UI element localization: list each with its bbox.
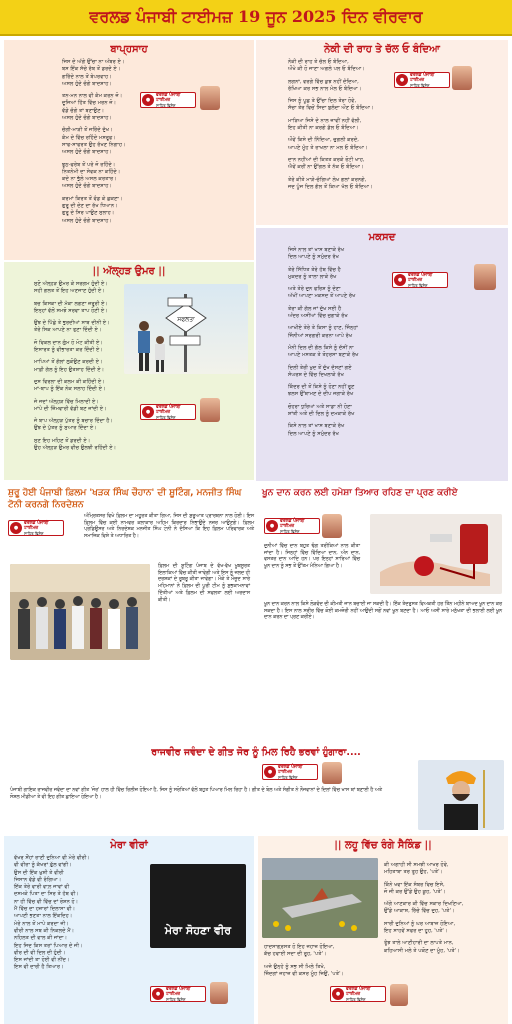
poem-line: ਝਲਸ ਉੱਥਾਮਣ ਦੇ ਦੀਪ ਜਗਾਕੇ ਰੱਖ xyxy=(288,391,354,398)
poem-mera-panel xyxy=(4,836,254,1024)
poem-line: ਮਹਿਤਾਬਾ ਤਰ ਤੂਹ ਉਹ, 'ਪਤੇ'। xyxy=(384,869,444,876)
poem-line: ਇਹ ਜਿਦ ਕਿਸ ਤਰਾਂ ਪਿਆਰ ਦੇ ਜੀ। xyxy=(14,942,83,949)
poem-body xyxy=(384,862,504,960)
poem-line: ਦੂਜਿਆਂ ਹਿੱਤ ਵਿੱਚ ਮਰਨ ਜੋ। xyxy=(62,100,117,107)
poem-line: ਵੀ ਵੀਰਾ ਨੂੰ ਕੱਖਰਾਂ ਫ਼ੁੱਲ ਵਾਂਗੀ। xyxy=(14,862,72,869)
article-headline: ਰਾਜਵੀਰ ਜਵੰਦਾ ਦੇ ਗੀਤ ਜੋਰ ਨੂੰ ਮਿਲ ਰਿਹੈ ਭਰਵਾਂ ਹੁੰਗਾਰਾ.... xyxy=(151,747,361,758)
poem-line: ਅੱਖੀਂ ਆਪਣਾ ਮਕਸਦ ਤੋਂ ਆਪਣੇ ਰੱਖ xyxy=(288,293,356,300)
poem-line: ਇੱਕ ਤੇਰੇ ਵਾਰੀ ਵਾਲ਼ ਜਾਵਾਂ ਵੀ xyxy=(14,884,70,891)
poem-line: ਮਾਪਿਆਂ ਤੋਂ ਗੱਲਾਂ ਲੁਕੋਉਣ ਕਰਦੀ ਏ। xyxy=(34,359,103,366)
poem-line: ਮੈਂ ਵਿੱਚ ਦਾ ਹਜ਼ਾਰਾਂ ਦਿਲਾਸਾ ਵੀ। xyxy=(14,906,76,913)
blood-donation-photo xyxy=(370,514,502,594)
poem-line: ਵੀਰ ਦੀ ਵੀ ਦਿਲ ਦੀ ਹੁੰਦੀ। xyxy=(14,949,66,956)
brand-logo-icon: ● xyxy=(394,274,406,286)
poem-line: ਮਾੜਿਆ ਜਿਸੇ ਦੇ ਨਾਲ ਜਾਵੀਂ ਨਹੀਂ ਵੱਲੀ, xyxy=(288,117,362,124)
article-paragraph: ਅੰਮ੍ਰਿਤਸਰ ਵਿਖੇ ਫ਼ਿਲਮ ਦਾ ਮਹੂਰਤ ਕੀਤਾ ਗਿਆ, ਜਿਸ ਦੀ ਸ਼ੁਰੂਆਤ ਪ੍ਰਾਰਥਨਾ ਨਾਲ ਹੋਈ। ਇਸ ਫ਼ਿਲਮ ਵਿੱਚ ਕਈ ਨਾਮਵਰ ਕਲਾਕਾਰ ਅਹਿਮ ਕਿਰਦਾਰ ਨਿਭਾਉਂਦੇ ਨਜ਼ਰ ਆਉਣਗੇ। ਫ਼ਿਲਮ ਪ੍ਰੋਡਿਊਸਰ ਅਤੇ ਨਿਰਦੇਸ਼ਕ ਮਨਜੀਤ ਸਿੰਘ ਟੋਨੀ ਨੇ ਦੱਸਿਆ ਕਿ ਇਹ ਫ਼ਿਲਮ ਪਰਿਵਾਰਕ ਅਤੇ ਸਮਾਜਿਕ ਵਿਸ਼ੇ ਤੇ ਅਧਾਰਿਤ ਹੈ। xyxy=(84,514,254,540)
singer-photo xyxy=(418,760,504,830)
poem-line: ਉੱਡੇ ਆਕਾਸ਼, ਰਿੱਚੇ ਵਿੱਚ ਦੁਹ, 'ਪਤੇ'। xyxy=(384,908,455,915)
poem-line: ਰੱਖਿਆ ਕਰ ਸਭ ਨਾਲ ਮੇਲ ਓ ਬੰਦਿਆ। xyxy=(288,85,362,92)
poem-line: ਅਸਲ ਹੁੰਦੇ ਚੰਗੇ ਬਾਦਸ਼ਾਹ। xyxy=(62,149,112,156)
poem-line: ਮਾਂਪੇ ਦੀ ਜ਼ਿੰਮਵਾਰੀ ਵੱਡੀ ਬਣ ਜਾਂਦੀ ਏ। xyxy=(34,405,107,412)
crash-photo xyxy=(262,858,378,938)
poem-line: ਜਿਸ ਦੇ ਅੱਗੇ ਉੱਚਾ ਨਾ ਅੰਬਰ ਏ। xyxy=(62,59,125,65)
brand-logo-icon: ● xyxy=(332,988,344,1000)
author-photo xyxy=(322,514,342,538)
poem-line: ਉਂਝ ਦੇ ਪਿੱਛੇ ਤੇ ਭੁਰਦੀਆਂ ਸਾਥ ਦੀਨੀ ਏ। xyxy=(34,320,110,327)
author-badge: ● ਵਰਲਡ ਪੰਜਾਬੀ ਟਾਈਮਜ਼ ਸਾਹਿਤ ਵਿਸ਼ੇਸ਼ xyxy=(394,72,450,88)
author-badge: ● ਵਰਲਡ ਪੰਜਾਬੀ ਟਾਈਮਜ਼ ਸਾਹਿਤ ਵਿਸ਼ੇਸ਼ xyxy=(330,986,386,1002)
poem-line: ਇਹ ਕੀਤੀ ਨਾ ਕਰਗੇ ਡੱਲ ਓ ਬੰਦਿਆ। xyxy=(288,125,359,132)
poem-line: ਜਿਸਾਨ ਵੱਡੇ ਵੀ ਰੰਗਿਆ। xyxy=(14,876,62,883)
author-badge: ● ਵਰਲਡ ਪੰਜਾਬੀ ਟਾਈਮਜ਼ ਸਾਹਿਤ ਵਿਸ਼ੇਸ਼ xyxy=(140,92,196,108)
poem-line: ਸੁਣੋ ਅੱਲ੍ਹੜ ਉਮਰ ਕੇ ਸਰਗਮ ਹੁੰਦੀ ਏ। xyxy=(34,281,109,287)
poem-body xyxy=(256,247,508,438)
poem-line: ਮਾਂ-ਬਾਪ ਨੂੰ ਇੱਕ ਨੇਕ ਸਲਾਹ ਦਿੰਦੀ ਏ। xyxy=(34,386,106,393)
poem-line: ਆਪਣੇ ਮੂੰਹ ਤੇ ਰਾਖਲਾ ਨਾ ਮਲ ਓ ਬੰਦਿਆ। xyxy=(288,144,368,151)
article-blood-donation xyxy=(258,484,508,740)
poem-line: ਅਸਲ ਹੁੰਦੇ ਚੰਗੇ ਬਾਦਸ਼ਾਹ। xyxy=(62,217,112,224)
author-photo xyxy=(200,86,220,110)
brand-logo-icon: ● xyxy=(266,520,278,532)
poem-line: ਗੁਰੂ ਦੀ ਦੇਣ ਦਾ ਰੱਖ ਧਿਆਨ। xyxy=(62,203,118,210)
poem-line: ਗੁਰੂ ਦੇ ਸਿਰ ਪਾਉਣ ਸੁਲਾਹ। xyxy=(62,210,115,217)
poem-line: ਦਾਨ ਨਹੀਂਆਂ ਦੀ ਕਿਤਤ ਕਰਕੇ ਰੋਟੀ ਖਾਹ, xyxy=(288,156,365,163)
brand-logo-icon: ● xyxy=(142,406,154,418)
brand-logo-icon: ● xyxy=(152,988,164,1000)
author-badge: ● ਵਰਲਡ ਪੰਜਾਬੀ ਟਾਈਮਜ਼ ਸਾਹਿਤ ਵਿਸ਼ੇਸ਼ xyxy=(150,986,206,1002)
poem-line: ਉਸ ਦੀ ਇੱਕ ਖ਼ੁਸ਼ੀ ਤੇ ਵੀਰੀ xyxy=(14,869,64,876)
poem-line: ਔਵੇਂ ਕਿਸੇ ਦੀ ਨਿੰਦਿਆ, ਚੁਗਲੀ ਕਰਦੇ, xyxy=(288,137,359,144)
poem-line: ਜੇ ਜਦਾਂ ਅੱਲ੍ਹੜ ਵਿੱਚ ਮਿਲਾਦੀ ਏ। xyxy=(34,398,99,405)
poem-line: ਨਹਿਲਤ ਦੀ ਵਾਲ ਕੀ ਜਾਂਦਾ। xyxy=(14,935,68,942)
poem-title: || ਲਹੂ ਵਿੱਚ ਰੰਗੇ ਸੈਕਿੰਡ || xyxy=(334,840,432,851)
poem-line: ਕਿੰਦਰ ਦੀ ਤੋਂ ਕਿਸੇ ਨੂੰ ਹੋਣਾ ਨਹੀਂ ਰੂਣ xyxy=(288,384,355,391)
poem-line: ਦਸਮਕੇ ਪਿਤਾ ਦਾ ਸਿਰ ਤੇ ਹੱਥ ਵੀ। xyxy=(14,891,79,898)
poem-line: ਤੇਰੇ ਸਿੱਧਿਤ ਤੇਰੇ ਹੱਥ ਵਿੱਚ ਹੈ xyxy=(288,266,341,273)
poem-line: ਕੱਚ ਹਵਾਈ ਸਦਾ ਦੀ ਰੂਹ, 'ਪਤੇ'। xyxy=(264,951,327,958)
poem-line: ਚੰਗੀ-ਮਾੜੀ ਤੋਂ ਜਰਿੰਦੇ ਦੁੱਖ। xyxy=(62,127,113,134)
book-cover xyxy=(150,864,246,948)
poem-line: ਨਿਤਨੇਮੀ ਦਾ ਸੇਵਕ ਨਾ ਕਹਿੰਦੇ। xyxy=(62,168,121,175)
poem-line: ਤੇਰੇ ਕੀਤੇ ਮਾੜੇ-ਚੰਗਿਆਂ ਲੇਖ ਗਲਾਂ ਕਰਨਗੇ, xyxy=(288,176,367,183)
masthead xyxy=(0,0,512,36)
poem-line: ਆਪਣੀ ਭਣਤਾ ਨਾਲ ਇੱਕਦਿਹ। xyxy=(14,913,73,920)
poem-line: ਔਖੇ ਕੀ ਹੋ ਜਾਣਾ ਅਗਲੇ ਪਲ ਓ ਬੰਦਿਆ। xyxy=(288,66,365,73)
poem-line: ਦਿਲ ਆਪਣੇ ਨੂੰ ਸਮੁੰਦਰ ਰੱਖ xyxy=(288,430,339,437)
poem-line: ਮੰਨੀ ਦਿਲ ਦੀ ਗੱਲ ਕਿਸੇ ਨੂੰ ਦੱਸੀਂ ਨਾ xyxy=(288,344,354,351)
poem-line: ਹਾਦਸਾਗ੍ਰਸਤ ਹੋ ਇਹ ਜਹਾਜ਼ ਹੋਇਆ, xyxy=(264,944,335,950)
poem-line: ਤੇਰਾ ਕੀ ਗੱਲ ਜਾਂ ਦੁੱਖ ਸਈ ਹੈ xyxy=(288,305,342,312)
poem-line: ਗਰਿੱਦੇ ਨਾਲ ਤੋਂ ਬੇਪਰਵਾਹ। xyxy=(62,73,112,80)
poem-line: ਐਵੇਂ ਕਰੀਂ ਨਾ ਉੱਗਲ ਤੇ ਨੱਕ ਓ ਬੰਦਿਆ। xyxy=(288,164,364,171)
poem-line: ਨੇਕੀ ਦੀ ਰਾਹ ਤੇ ਚੱਲ ਓ ਬੰਦਿਆ, xyxy=(288,59,349,65)
poem-line: ਜਿਸ ਨੂੰ ਪੂਛ ਤੇ ਉੱਚਾ ਦਿਲ ਤੇਰਾ ਹੋਵੇ, xyxy=(288,98,357,105)
poem-line: ਅਸਲ ਹੁੰਦੇ ਚੰਗੇ ਬਾਦਸ਼ਾਹ। xyxy=(62,183,112,190)
author-badge: ● ਵਰਲਡ ਪੰਜਾਬੀ ਟਾਈਮਜ਼ ਸਾਹਿਤ ਵਿਸ਼ੇਸ਼ xyxy=(8,520,64,536)
poem-line: ਵੱਡੇ ਚੰਗੇ ਤਾਂ ਬਣਾਉਣ। xyxy=(62,107,105,114)
poem-line: ਜੇ ਬਾਪ ਅੱਲ੍ਹੜ ਪੁੱਤਰ ਨੂੰ ਬਚਾਰ ਦਿੰਦਾ ਹੈ। xyxy=(34,418,113,425)
article-paragraph: ਦੁਨੀਆਂ ਵਿੱਚ ਦਾਨ ਬਹੁਤ ਢੰਗ ਤਰੀਕਿਆਂ ਨਾਲ ਕੀਤਾ ਜਾਂਦਾ ਹੈ। ਜਿਨ੍ਹਾਂ ਵਿੱਚ ਵਿੱਦਿਆ ਦਾਨ, ਅੰਨ ਦਾਨ, ਵਸਤਰ ਦਾਨ ਆਦਿ ਹਨ। ਪਰ ਇਨ੍ਹਾਂ ਸਾਰਿਆਂ ਵਿੱਚ ਖੂਨ ਦਾਨ ਨੂੰ ਸਭ ਤੋਂ ਉੱਤਮ ਮੰਨਿਆ ਗਿਆ ਹੈ। xyxy=(264,544,360,570)
poem-title: ਮੇਰਾ ਵੀਰਾਂ xyxy=(110,840,148,851)
poem-line: ਤੇਰੇ ਸਿਕ ਆਪਣੇ ਨਾ ਤੁਣਾ ਦਿੰਦੀ ਏ। xyxy=(34,327,102,334)
poem-line: ਕਦੇ ਨਾ ਭੁੱਲੇ ਅਸਲ ਕਰਤਾਰ। xyxy=(62,176,117,183)
poem-line: ਸਹੀ ਗਲਤ ਤੋਂ ਇਹ ਅਣਜਾਣ ਹੁੰਦੀ ਏ। xyxy=(34,288,105,295)
poem-sacrifice-panel xyxy=(258,836,508,1024)
article-rajvir xyxy=(4,744,508,832)
poem-bapu-panel xyxy=(4,40,254,260)
author-photo xyxy=(210,982,228,1004)
author-badge: ● ਵਰਲਡ ਪੰਜਾਬੀ ਟਾਈਮਜ਼ ਸਾਹਿਤ ਵਿਸ਼ੇਸ਼ xyxy=(262,764,318,780)
poem-title: ਬਾਪ੍ਹਸਾਹ xyxy=(110,44,148,55)
author-photo xyxy=(474,264,496,290)
author-badge: ● ਵਰਲਡ ਪੰਜਾਬੀ ਟਾਈਮਜ਼ ਸਾਹਿਤ ਵਿਸ਼ੇਸ਼ xyxy=(264,518,320,534)
poem-umar-panel xyxy=(4,262,254,480)
article-film xyxy=(4,484,258,740)
poem-line: ਕਿੰਨੇ ਖਵਾ ਇੱਕ ਸੰਬਰ ਵਿਚ ਇਸੇ, xyxy=(384,881,445,888)
poem-line: ਇਸ ਜਾਂਦੀ ਤਾ ਹੋਈ ਵੀ ਨੀਂਦ। xyxy=(14,957,70,964)
poem-line: ਜਦ ਪੂੰਜ ਦਿਲ ਗੱਲ ਤੋਂ ਕਿਆ ਖੱਲ ਓ ਬੰਦਿਆ। xyxy=(288,183,373,190)
brand-logo-icon: ● xyxy=(264,766,276,778)
author-photo xyxy=(452,66,472,90)
poem-line: ਨਾ ਹੀ ਵਿੱਚ ਵੀ ਵਿੱਚ ਦਾਂ ਰੋਸ਼ਨ ਹੋ। xyxy=(14,898,79,905)
poem-line: ਦਿਲੀ ਤੇਰੀ ਖੁਦ ਤੋਂ ਦੁੱਖ ਦੱਸਣਾਂ ਗਏ xyxy=(288,364,352,371)
poem-title: || ਅੱਲ੍ਹੜ ਉਮਰ || xyxy=(92,266,166,277)
poem-line: ਕਿਸੇ ਨਾਲ ਤਾਂ ਖਾਸ ਬਣਾਕੇ ਰੱਖ xyxy=(288,423,345,430)
article-paragraph: ਪੰਜਾਬੀ ਗਾਇਕ ਰਾਜਵੀਰ ਜਵੰਦਾ ਦਾ ਨਵਾਂ ਗੀਤ 'ਜੋਰ' ਹਾਲ ਹੀ ਵਿੱਚ ਰਿਲੀਜ਼ ਹੋਇਆ ਹੈ, ਜਿਸ ਨੂੰ ਸਰੋਤਿਆਂ ਵੱਲੋਂ ਬਹੁਤ ਪਿਆਰ ਮਿਲ ਰਿਹਾ ਹੈ। ਗੀਤ ਦੇ ਬੋਲ ਅਤੇ ਸੰਗੀਤ ਨੇ ਨੌਜਵਾਨਾਂ ਦੇ ਦਿਲਾਂ ਵਿੱਚ ਖਾਸ ਥਾਂ ਬਣਾਈ ਹੈ ਅਤੇ ਸੋਸ਼ਲ ਮੀਡੀਆ ਤੇ ਵੀ ਇਹ ਗੀਤ ਛਾਇਆ ਹੋਇਆ ਹੈ। xyxy=(10,788,382,800)
poem-line: ਕਹਿਆਸੀ ਮਲੇ ਤੇ ਪਕੋਣ ਦਾ ਮੂੰਹ, 'ਪਤੇ'। xyxy=(384,947,460,954)
masthead-title: ਵਰਲਡ ਪੰਜਾਬੀ ਟਾਈਮਜ਼ 19 ਜੂਨ 2025 ਦਿਨ ਵੀਰਵਾਰ xyxy=(89,7,423,26)
poem-line: ਜੋ ਵਿਕਲ ਦਾਨ ਗੁੰਮ ਹੋ ਮੋਟ ਕੀਤੀ ਏ। xyxy=(34,339,103,346)
poem-line: ਤਨ-ਮਨ ਨਾਲ ਵੀ ਕੰਮ ਕਰਨ ਜੋ। xyxy=(62,93,123,100)
poem-line: ਜਿਸੇ ਨਾਲ ਤਾਂ ਖਾਸ ਬਣਾਕੇ ਰੱਖ xyxy=(288,247,345,253)
brand-logo-icon: ● xyxy=(396,74,408,86)
poem-title: ਨੇਕੀ ਦੀ ਰਾਹ ਤੇ ਚੱਲ ਓ ਬੰਦਿਆ xyxy=(324,44,440,55)
author-photo xyxy=(390,984,408,1006)
poem-line: ਬਚ ਕਿਸਕਾ ਦੀ ਮੱਕਾ ਲਗਣਾ ਜ਼ਰੂਰੀ ਏ। xyxy=(34,300,109,307)
illustration-signpost xyxy=(124,284,248,374)
poem-line: ਦਿਲ ਆਪਣੇ ਨੂੰ ਸਮੁੰਦਰ ਰੱਖ xyxy=(288,254,339,261)
poem-title: ਮਕਸਦ xyxy=(368,232,396,243)
poem-line: ਅਤੇ ਤੇਰੇ ਦੁਨ ਫਰਿਸ਼ ਨੂੰ ਦੇਣਾ xyxy=(288,286,341,293)
poem-line: ਉਹ ਅੱਲ੍ਹੜ ਉਮਰ ਵੀਚ ਉਲਝੀ ਰਹਿੰਦੀ ਏ। xyxy=(34,445,117,452)
poem-line: ਅਸਲ ਹੁੰਦੇ ਚੰਗੇ ਬਾਦਸ਼ਾਹ। xyxy=(62,115,112,122)
poem-line: ਕੀ ਅਗਾਹੀ ਸੀ ਸਮਝੀ ਆਖਰ ਹੋਵੇ, xyxy=(384,862,449,868)
poem-line: ਸ਼ਾਂਤੀ ਅਤੇ ਦੀ ਦਿਲ ਨੂੰ ਦਮਕਾਕੇ ਰੱਖ xyxy=(288,411,355,418)
poem-line: ਇਸਾਰਤ ਨੂੰ ਵੀਭਾਰਤਾ ਕਰ ਦਿੰਦੀ ਏ। xyxy=(34,347,103,354)
article-headline: ਸ਼ੁਰੂ ਹੋਈ ਪੰਜਾਬੀ ਫ਼ਿਲਮ 'ਖੜਕ ਸਿੰਘ ਚੌਹਾਨ' ਦੀ ਸ਼ੂਟਿੰਗ, ਮਨਜੀਤ ਸਿੰਘ ਟੋਨੀ ਕਰਨਗੇ ਨਿਰਦੇਸ਼ਨ xyxy=(8,488,242,510)
poem-line: ਜ਼ਿੰਦਗਾਂ ਜਹਾਜ਼ ਵੀ ਕਸਰ ਮੂੰਹ ਜਿਉਂ, 'ਪਤੇ'। xyxy=(264,970,344,977)
poem-line: ਆਪਣੇ ਮਸਤਕ ਤੇ ਤੋਹਰਸਾ ਬਣਾਕੇ ਰੱਖ xyxy=(288,352,359,359)
poem-line: ਸੁਣ ਇਹ ਮਹਿਣ ਤੋਂ ਡਰਦੀ ਏ। xyxy=(34,437,91,444)
poem-line: ਝੂਠ-ਫਰੇਬ ਤੋਂ ਪਰੇ ਜੋ ਰਹਿੰਦੇ। xyxy=(62,161,116,168)
film-group-photo xyxy=(10,564,150,660)
poem-line: ਵੱਖਰ ਸੌਂਹਾਂ ਰਾਣੀ ਦੁਨਿਆ ਵੀ ਮੇਰੇ ਵੀਰੀ। xyxy=(14,855,90,861)
poem-line: ਜੋ ਜੀ ਕਰ ਉੱਡੇ ਉਹ ਕੂਹ, 'ਪਤੇ'। xyxy=(384,888,446,895)
article-paragraph: ਖੂਨ ਦਾਨ ਕਰਨ ਨਾਲ ਕਿਸੇ ਲੋੜਵੰਦ ਦੀ ਕੀਮਤੀ ਜਾਨ ਬਚਾਈ ਜਾ ਸਕਦੀ ਹੈ। ਇੱਕ ਤੰਦਰੁਸਤ ਵਿਅਕਤੀ ਹਰ ਤਿੰਨ ਮਹੀਨੇ ਬਾਅਦ ਖੂਨ ਦਾਨ ਕਰ ਸਕਦਾ ਹੈ। ਇਸ ਨਾਲ ਸਰੀਰ ਵਿੱਚ ਕੋਈ ਕਮਜ਼ੋਰੀ ਨਹੀਂ ਆਉਂਦੀ ਸਗੋਂ ਨਵਾਂ ਖੂਨ ਬਣਦਾ ਹੈ। ਆਓ ਅਸੀਂ ਸਾਰੇ ਮਨੁੱਖਤਾ ਦੀ ਭਲਾਈ ਲਈ ਖੂਨ ਦਾਨ ਕਰਨ ਦਾ ਪ੍ਰਣ ਕਰੀਏ। xyxy=(264,602,502,621)
author-badge: ● ਵਰਲਡ ਪੰਜਾਬੀ ਟਾਈਮਜ਼ ਸਾਹਿਤ ਵਿਸ਼ੇਸ਼ xyxy=(140,404,196,420)
poem-line: ਚੋਹਰਾ ਧੁਰਿਆਂ ਅਤੇ ਸਾਡਾ ਨੀ ਹੋਣਾ xyxy=(288,403,352,410)
poem-line: ਮੇਰੇ ਨਾਲ ਤੋਂ ਮਾਪੇ ਕਰਦਾ ਜੀ। xyxy=(14,920,69,927)
book-cover-title: ਮੇਰਾ ਸੋਹਣਾ ਵੀਰ xyxy=(164,924,232,937)
article-paragraph: ਫ਼ਿਲਮ ਦੀ ਸ਼ੂਟਿੰਗ ਪੰਜਾਬ ਦੇ ਵੱਖ-ਵੱਖ ਖੂਬਸੂਰਤ ਇਲਾਕਿਆਂ ਵਿੱਚ ਕੀਤੀ ਜਾਵੇਗੀ ਅਤੇ ਇਸ ਨੂੰ ਜਲਦ ਹੀ ਦਰਸ਼ਕਾਂ ਦੇ ਰੂਬਰੂ ਕੀਤਾ ਜਾਵੇਗਾ। ਮੌਕੇ ਤੇ ਮੌਜੂਦ ਸਾਰੇ ਮਹਿਮਾਨਾਂ ਨੇ ਫ਼ਿਲਮ ਦੀ ਪੂਰੀ ਟੀਮ ਨੂੰ ਸ਼ੁਭਕਾਮਨਾਵਾਂ ਦਿੱਤੀਆਂ ਅਤੇ ਫ਼ਿਲਮ ਦੀ ਸਫਲਤਾ ਲਈ ਅਰਦਾਸ ਕੀਤੀ। xyxy=(158,564,250,603)
signpost-label: ਸਫਲਤਾ xyxy=(177,316,195,323)
poem-line: ਦੁਸ ਵਿਰਲਾ ਦੀ ਕਲਮ ਕੀ ਕਹਿੰਦੀ ਏ। xyxy=(34,378,105,385)
poem-line: ਅਜੇ ਉਨ੍ਹੇ ਨੂੰ ਸਭ ਸੀ ਮਿਲੇ ਤਿਖੇ, xyxy=(264,963,326,970)
poem-line: ਸੱਚਾ ਤੇਰ ਵਿਚੋਂ ਸਿਦਾ ਬੁਲੰਦਾ ਔਣ ਓ ਬੰਦਿਆ। xyxy=(288,105,374,112)
poem-line: ਅੰਦਰ ਅਸੀਂਆਂ ਵਿੱਚ ਜੁਗਾਕੇ ਰੱਖ xyxy=(288,313,348,320)
poem-line: ਕਰਮਾਂ ਕਿਰਤ ਤੋਂ ਵੰਡ ਕੇ ਛਕਣਾ। xyxy=(62,195,123,202)
poem-line: ਅਸਲ ਹੁੰਦੇ ਚੰਗੇ ਬਾਦਸ਼ਾਹ। xyxy=(62,80,112,87)
poem-line: ਲਗਨਾਂ, ਵਰਗੇ ਵਿੱਚ ਕੁਝ ਨਹੀਂ ਦੰਦਿਆ, xyxy=(288,78,359,85)
poem-line: ਸੰਘਰਸ਼ ਦੇ ਵਿੱਚ ਦਿਖਲਾਕੇ ਰੱਖ xyxy=(288,371,344,378)
poem-line: ਸਾਰੀ ਦੁਨਿਆਂ ਨੂੰ ਘਰ ਆਬਾਜ਼ ਹੋਇਆ, xyxy=(384,920,456,927)
author-photo xyxy=(322,762,342,784)
poem-line: ਵੀਰੀ ਨਾਲ ਸਬ ਕੀ ਨਿਕਲਦੇ ਮੈਂ। xyxy=(14,927,75,934)
author-photo xyxy=(200,398,220,422)
poem-line: ਇਸ ਵੀ ਦਾਰੀ ਹੈ ਤਿਆਰ। xyxy=(14,964,64,971)
poem-body xyxy=(264,944,384,983)
poem-line: ਅੱਗੇ ਆਣਕਾਰ ਕੀ ਵਿੱਚ ਸਕਾਰ ਦਿਖਣਿਆ, xyxy=(384,901,464,908)
poem-line: ਬਸ ਇੱਕ ਸੱਚੇ ਰੱਬ ਤੋਂ ਡਰਦੇ ਏ। xyxy=(62,66,121,73)
poem-line: ਤੂੰਝ ਤਾਲੇ ਆਣੀਹਾਰੀ ਦਾ ਲਾਪਤੇ ਮਾਨ, xyxy=(384,940,454,947)
poem-line: ਉਂਝ ਦੇ ਪੁੱਤਰ ਨੂੰ ਸੁਆਰ ਦਿੰਦਾ ਏ। xyxy=(34,425,97,432)
poem-neki-panel xyxy=(256,40,508,225)
poem-line: ਇਹ ਸਾਹਵੇਂ ਸਫਰ ਦਾ ਹੂਹ, 'ਪਤੇ'। xyxy=(384,928,448,935)
poem-line: ਇਨ੍ਹਾਂ ਵੱਲੋਂ ਸਮਝੋ ਸਰਵਾ ਤਾਪ ਹੋਣੀ ਏ। xyxy=(34,307,108,314)
poem-line: ਮਾਫ਼ੀ ਗੱਲ ਨੂੰ ਇਹ ਉਤਸ਼ਾਹ ਦਿੰਦੀ ਏ। xyxy=(34,366,105,373)
poem-line: ਸਾਫ-ਸਾਫਰਤ ਉਹ ਰੱਖਣ ਨਿਗਾਹ। xyxy=(62,141,126,148)
poem-line: ਜਿੰਨੀਆਂ ਸਰਗਰੀ ਕਰਨਾ ਆਪੇ ਰੱਖ xyxy=(288,332,353,339)
poem-maksad-panel xyxy=(256,228,508,481)
poem-line: ਕੰਮ ਦੇ ਵਿੱਚ ਰਹਿੰਦੇ ਮਸਰੂਫ। xyxy=(62,134,116,141)
brand-logo-icon: ● xyxy=(142,94,154,106)
poem-body xyxy=(4,59,254,225)
poem-line: ਆਖੀਏ ਤੇਰੇ ਤੇ ਕਿਸਾ ਨੂੰ ਹਾਣ, ਜਿੰਨ੍ਹਾਂ xyxy=(288,325,358,332)
poem-line: ਮੁਕਦਰ ਨੂੰ ਤਾਲਾ ਲਾਕੇ ਰੱਖ xyxy=(288,273,337,280)
author-badge: ● ਵਰਲਡ ਪੰਜਾਬੀ ਟਾਈਮਜ਼ ਸਾਹਿਤ ਵਿਸ਼ੇਸ਼ xyxy=(392,272,448,288)
brand-logo-icon: ● xyxy=(10,522,22,534)
article-headline: ਖੂਨ ਦਾਨ ਕਰਨ ਲਈ ਹਮੇਸ਼ਾ ਤਿਆਰ ਰਹਿਣ ਦਾ ਪ੍ਰਣ ਕਰੀਏ xyxy=(262,488,458,498)
